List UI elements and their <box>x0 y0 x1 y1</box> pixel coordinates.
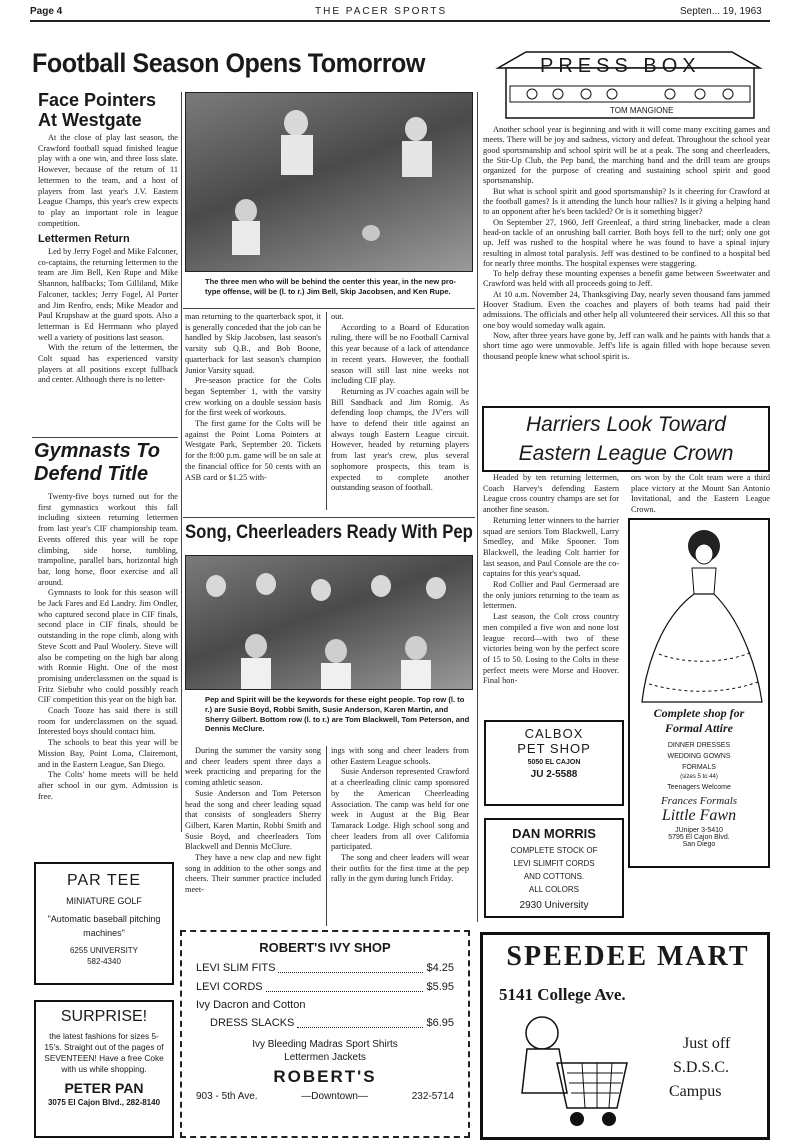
par-tee-addr: 6255 UNIVERSITY <box>69 946 139 955</box>
peter-pan-name: PETER PAN <box>64 1080 144 1096</box>
gymnasts-headline: Gymnasts To Defend Title <box>34 440 160 485</box>
press-box-byline: TOM MANGIONE <box>610 106 674 115</box>
press-box-title: PRESS BOX <box>540 55 701 77</box>
fawn-phone: JUniper 3-5410 <box>675 827 723 834</box>
football-lettermen-p2: With the return of the lettermen, the Colt squad has experienced varsity players at all positions except fullback and center. Although there is no letter- <box>38 343 178 385</box>
issue-date: Septen... 19, 1963 <box>680 6 762 17</box>
cheer-c1p3: They have a new clap and new fight song in addition to the other songs and cheers. Their summer practice included meet- <box>185 853 321 895</box>
fawn-brand-1: Frances Formals <box>660 795 738 807</box>
harriers-p3: Rod Collier and Paul Germeraad are the only juniors returning to the team as lettermen. <box>483 580 619 611</box>
press-box-column <box>483 125 770 407</box>
roberts-name: ROBERT'S <box>273 1067 377 1086</box>
speedee-tag-3: Campus <box>669 1083 722 1100</box>
press-box-p5: At 10 a.m. November 24, Thanksgiving Day, nearly seven thousand fans jammed Hoover Stadium. Even the coaches and players of both teams had paid their admissions. The officials and other help all volunteered their services. All this so that one boy would someday walk again. <box>483 289 770 330</box>
lettermen-subhead: Lettermen Return <box>38 233 130 246</box>
calbox-name-2: PET SHOP <box>517 741 591 756</box>
harriers-p2: Returning letter winners to the harrier squad are seniors Tom Blackwell, Larry Smedley, and Mike Spooner. Tom Blackwell, the leading Colt harrier for last season, and Paul Console are the co-captains for this year's squad. <box>483 515 619 579</box>
press-box-p6: Now, after three years have gone by, Jeff can walk and he paints with hands that a short time ago were unmovable. Jeff's life is again filled with hope because seven thousand people knew what school spirit is. <box>483 330 770 361</box>
roberts-item-3-price: $6.95 <box>426 1017 454 1029</box>
football-left-column <box>38 133 178 431</box>
football-mid-p5: Returning as JV coaches again will be Bill Sandback and Jim Romig. As defending loop champs, the JV'ers will have to defend their title against an always tough Eastern League circuit. However, headed by returning players from last year's crew, plus several sophomore prospects, this team is expected to complete another outstanding season of football. <box>331 386 469 493</box>
roberts-item-3a: Ivy Dacron and Cotton <box>196 999 306 1011</box>
speedee-mart-ad <box>480 932 770 1140</box>
roberts-phone: 232-5714 <box>411 1091 454 1102</box>
football-mid-p2: Pre-season practice for the Colts began September 1, with the varsity crew working on a double session basis for the first week of workouts. <box>185 376 321 418</box>
roberts-item-3 <box>196 1014 454 1033</box>
cheer-headline: Song, Cheerleaders Ready With Pep <box>185 522 473 543</box>
cheer-c1p2: Susie Anderson and Tom Peterson head the song and cheer leading squad that consists of songleaders Sherry Gilbert, Karen Martin, Robbi Smith and Susie Boyd, and cheerleaders Tom Blackwell and Dennis McClure. <box>185 788 321 852</box>
roberts-item-2 <box>196 978 454 997</box>
cheer-c1p1: During the summer the varsity song and cheer leaders spent three days a week practicing and preparing for the coming athletic season. <box>185 746 321 788</box>
football-photo <box>185 92 473 272</box>
harriers-p4: Last season, the Colt cross country men compiled a five won and none lost league record—with two of these victories being won by the perfect score of 15 to 50. Losing to the Colts in these perfect meets were Morse and Hoover. Final hon- <box>483 612 619 686</box>
cheer-col-2 <box>331 746 469 926</box>
peter-pan-head: SURPRISE! <box>60 1008 148 1025</box>
gymnasts-rule <box>32 437 178 438</box>
cheer-rule <box>183 517 475 518</box>
peter-pan-addr: 3075 El Cajon Blvd., 282-8140 <box>47 1098 161 1107</box>
par-tee-quote: "Automatic baseball pitching machines" <box>47 914 161 938</box>
cheer-photo <box>185 555 473 690</box>
dan-morris-line-3: AND COTTONS. <box>523 872 585 881</box>
roberts-item-2-label: LEVI CORDS <box>196 981 263 993</box>
column-rule-2 <box>477 92 478 922</box>
football-mid-p1: man returning to the quarterback spot, it is generally conceded that the job can be handled by Skip Jacobsen, last season's varsity sub Q.B., and Bob Boone, quarterback for last season's champion Junior Varsity squad. <box>185 312 321 375</box>
dan-morris-line-1: COMPLETE STOCK OF <box>510 846 598 855</box>
fawn-line-4: (sizes 5 to 44) <box>680 774 718 780</box>
fawn-city: San Diego <box>682 841 716 848</box>
football-mid-col-2 <box>331 312 469 512</box>
dan-morris-ad <box>484 818 624 918</box>
cheer-photo-caption: Pep and Spirit will be the keywords for these eight people. Top row (l. to r.) are Susie Boyd, Robbi Smith, Susie Anderson, Karen Martin, and Sherry Gilbert. Bottom row (l. to r.) are Tom Blackwell, Tom Peterson, and Dennis McClure. <box>205 695 470 734</box>
calbox-phone: JU 2-5588 <box>530 769 578 780</box>
roberts-item-1-label: LEVI SLIM FITS <box>196 962 276 974</box>
par-tee-phone: 582-4340 <box>87 957 121 966</box>
peter-pan-body: the latest fashions for sizes 5-15's. Straight out of the pages of SEVENTEEN! Have a free Coke with us while shopping. <box>44 1031 164 1074</box>
calbox-addr: 5050 EL CAJON <box>527 759 581 766</box>
peter-pan-ad <box>34 1000 174 1138</box>
gymnasts-p4: The schools to beat this year will be Mission Bay, Point Loma, Clairemont, and in the Eastern League, San Diego. <box>38 738 178 769</box>
football-intro: At the close of play last season, the Crawford football squad finished league play with a one win, and three loss slate. However, because of the return of 11 lettermen to the team, and a host of players from last year's J.V. Eastern League Champs, this year's crew expects to play an important role in league competition. <box>38 133 178 228</box>
roberts-footer <box>196 1091 454 1102</box>
harriers-p5: ors won by the Colt team were a third place victory at the Mount San Antonio Invitational, and the Eastern League Crown. <box>631 473 770 515</box>
press-box-p3: On September 27, 1960, Jeff Greenleaf, a third string linebacker, made a clean head-on tackle of an onrushing ball carrier. Both boys fell to the turf; only one got up. Jeff was rushed to the hospital where he was found to have a spinal injury resulting in almost total paralysis. Jeff was destined to be confined to a hospital bed for nearly three months. The hospital expenses were staggering. <box>483 217 770 268</box>
roberts-line-5: Lettermen Jackets <box>284 1052 366 1063</box>
calbox-name-1: CALBOX <box>524 726 584 741</box>
column-rule-3 <box>326 312 327 510</box>
gymnasts-p2: Gymnasts to look for this season will be Jack Fares and Ed Landry. Jim Ondler, who captured second place in CIF finals, second place in CIF finals, should be outstanding in the rope climb, along with Steve Scott and Paul Woolery. Steve will also be competing on the high bar along with Ronnie Hight. One of the most promising underclassmen on the squad is Fritz Siebuhr who could possibly reach CIF competition this year on the high bar. <box>38 588 178 705</box>
harriers-headline: Harriers Look Toward Eastern League Crown <box>518 413 734 465</box>
column-rule-4 <box>326 746 327 926</box>
fawn-head-1: Complete shop for <box>653 706 745 720</box>
gymnasts-p5: The Colts' home meets will be held after school in our gym. Admission is free. <box>38 770 178 801</box>
par-tee-ad <box>34 862 174 985</box>
formal-dress-illustration <box>634 524 764 704</box>
dan-morris-addr: 2930 University <box>519 900 589 911</box>
page-number: Page 4 <box>30 6 63 17</box>
press-box-p4: To help defray these mounting expenses a benefit game between Sweetwater and Crawford was held with all proceeds going to Jeff. <box>483 269 770 289</box>
gymnasts-p1: Twenty-five boys turned out for the first gymnastics workout this fall including sixteen returning lettermen from last year's CIF championship team. Events offered this year will be rope climbing, side horse, tumbling, trampoline, parallel bars, horizontal high bar, long horse, floor exercise and all around. <box>38 492 178 587</box>
dan-morris-line-2: LEVI SLIMFIT CORDS <box>513 859 595 868</box>
cheer-c2p3: The song and cheer leaders will wear their outfits for the first time at the pep rally in the gym during lunch Friday. <box>331 853 469 884</box>
column-rule-1 <box>181 92 182 832</box>
roberts-item-2-price: $5.95 <box>426 981 454 993</box>
harriers-column-1 <box>483 473 619 719</box>
roberts-title: ROBERT'S IVY SHOP <box>259 940 391 955</box>
harriers-p1: Headed by ten returning lettermen, Coach Harvey's defending Eastern League cross country champs are set for another fine season. <box>483 473 619 515</box>
cheer-col-1 <box>185 746 321 926</box>
football-subhead: Face Pointers At Westgate <box>38 90 157 130</box>
harriers-column-2 <box>631 473 770 517</box>
fawn-head-2: Formal Attire <box>665 721 733 735</box>
fawn-line-1: DINNER DRESSES <box>667 742 731 749</box>
paper-name: THE PACER SPORTS <box>315 6 448 17</box>
fawn-line-2: WEDDING GOWNS <box>667 753 731 760</box>
football-caption-rule <box>183 308 475 309</box>
roberts-loc: —Downtown— <box>301 1091 368 1102</box>
press-box-p2: But what is school spirit and good sportsmanship? Is it cheering for Crawford at the football games? Is it attending the lunch hour rallies? Is it giving a helping hand to an opponent after he's been tackled? Or is it something bigger? <box>483 186 770 217</box>
calbox-ad <box>484 720 624 806</box>
fawn-addr: 5795 El Cajon Blvd. <box>668 834 730 841</box>
roberts-item-1 <box>196 959 454 978</box>
par-tee-sub: MINIATURE GOLF <box>66 896 142 906</box>
roberts-line-4: Ivy Bleeding Madras Sport Shirts <box>252 1039 398 1050</box>
masthead-rule <box>30 20 770 22</box>
dan-morris-line-4: ALL COLORS <box>529 885 579 894</box>
speedee-addr: 5141 College Ave. <box>499 985 626 1004</box>
gymnasts-column <box>38 492 178 847</box>
football-mid-col-1 <box>185 312 321 512</box>
speedee-name: SPEEDEE MART <box>506 941 750 972</box>
cheer-c2p2: Susie Anderson represented Crawford at a cheerleading clinic camp sponsored by the American Cheerleading Association. The camp was held for one week in August at the Big Bear Tamarack Lodge. High school song and cheer leaders from all over California participated. <box>331 767 469 852</box>
little-fawn-ad <box>628 518 770 868</box>
football-photo-caption: The three men who will be behind the center this year, in the new pro-type offense, will be (l. to r.) Jim Bell, Skip Jacobsen, and Ken Rupe. <box>205 277 457 296</box>
roberts-item-3-label: DRESS SLACKS <box>210 1017 295 1029</box>
cheer-c2p1: ings with song and cheer leaders from other Eastern League schools. <box>331 746 469 766</box>
fawn-line-5: Teenagers Welcome <box>667 784 731 791</box>
football-mid-out: out. <box>331 312 344 321</box>
football-lettermen-p1: Led by Jerry Fogel and Mike Falconer, co-captains, the returning lettermen to the team are Jim Bell, Ken Rupe and Mike Shannon, halfbacks; Tom Gilliland, Mike Falconer, tackles; Jerry Fogel, Al Porter and Jim Renfro, ends; Mike Meador and Paul Krupshaw at the guard spots. Also a letterman is Ed Herrmann who played well a variety of positions last season. <box>38 247 178 342</box>
fawn-line-3: FORMALS <box>682 764 716 771</box>
football-mid-p3: The first game for the Colts will be against the Point Loma Pointers at Westgate Park, September 20. Tickets for the 8:00 p.m. game will be on sale at the financial office for 50 cents with an ASB card or $1.25 with- <box>185 419 321 482</box>
dan-morris-name: DAN MORRIS <box>512 826 596 841</box>
press-box-p1: Another school year is beginning and with it will come many exciting games and meets. There will be joy and sadness, victory and defeat. Throughout the school year good sportsmanship and school spirit will be at a peak. The song and cheerleaders, the Stir-Up Club, the Pep band, the marching band and the drill team are groups organized for the purpose of creating and sustaining school spirit and good sportsmanship. <box>483 125 770 186</box>
roberts-item-1-price: $4.25 <box>426 962 454 974</box>
roberts-addr: 903 - 5th Ave. <box>196 1091 258 1102</box>
football-mid-p4: According to a Board of Education ruling, there will be no Football Carnival this year because of a lack of attendance in recent years. However, the football season will still last nine weeks not including CIF play. <box>331 322 469 386</box>
shopping-cart-illustration <box>497 1013 657 1133</box>
gymnasts-p3: Coach Tooze has said there is still room for underclassmen on the squad. Interested boys should contact him. <box>38 706 178 737</box>
main-headline: Football Season Opens Tomorrow <box>32 48 425 78</box>
speedee-tag-2: S.D.S.C. <box>673 1059 730 1076</box>
fawn-brand-2: Little Fawn <box>661 807 737 824</box>
par-tee-name: PAR TEE <box>67 872 141 889</box>
speedee-tag-1: Just off <box>683 1035 731 1052</box>
roberts-ad <box>180 930 470 1138</box>
